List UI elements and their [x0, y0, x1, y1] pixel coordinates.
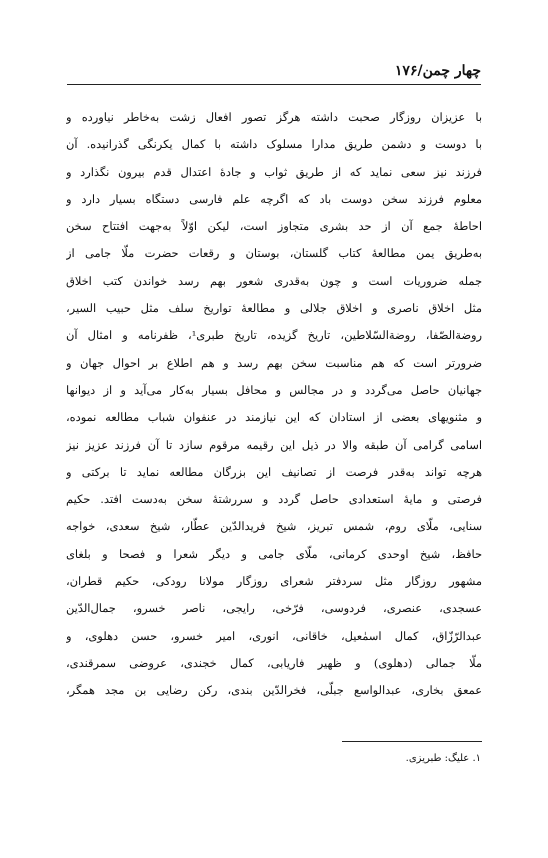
- text-line: حافظ، شیخ اوحدی کرمانی، ملّای جامی و دیگر شعرا و فصحا و بلغای: [66, 546, 482, 561]
- text-line: عمعق بخاری، عبدالواسع جبلّی، فخرالدّین بندی، رکن رضایی بن مجد همگر،: [66, 683, 482, 698]
- text-line: فرزند نیز سعی نماید که از طریق ثواب و جادهٔ اعتدال قدم بیرون نگذارد و: [66, 164, 482, 179]
- footnote: ۱. علیگ: طبریزی.: [405, 753, 481, 764]
- text-line: ضرورتر است که هم مناسبت سخن بهم رسد و هم اطلاع بر احوال جهان و: [66, 355, 482, 370]
- text-line: جمله ضروریات است و چون به‌قدری شعور بهم رسد خواندن کتب اخلاق: [66, 273, 482, 288]
- footnote-rule: [342, 741, 482, 742]
- body-text: [66, 104, 482, 705]
- text-line: ملّا جمالی (دهلوی) و ظهیر فاریابی، کمال خجندی، عروضی سمرقندی،: [66, 655, 482, 670]
- text-line: عبدالرّزّاق، کمال اسمٰعیل، خاقانی، انوری، امیر خسرو، حسن دهلوی، و: [66, 628, 482, 643]
- text-line: احاطهٔ جمع آن از حد بشری متجاوز است، لیکن اوّلاً به‌جهت افتتاح سخن: [66, 219, 482, 234]
- text-line: سنایی، ملّای روم، شمس تبریز، شیخ فریدالدّین عطّار، شیخ سعدی، خواجه: [66, 519, 482, 534]
- text-line: اسامی گرامی آن طبقه والا در ذیل این رقیمه مرقوم سازد تا آن فرزند عزیز نیز: [66, 437, 482, 452]
- text-line: با عزیزان روزگار صحبت داشته هرگز تصور افعال زشت به‌خاطر نیاورده و: [66, 110, 482, 124]
- text-line: مثل اخلاق ناصری و اخلاق جلالی و مطالعهٔ تواریخ سلف مثل حبیب السیر،: [66, 301, 482, 316]
- text-line: جهانیان حاصل می‌گردد و در مجالس و محافل بسیار به‌کار می‌آید و از دیوانها: [66, 382, 482, 397]
- text-line: معلوم فرزند سخن دوست باد که اگرچه علم فارسی دستگاه بسیار دارد و: [66, 191, 482, 206]
- text-line: هرچه تواند به‌قدر فرصت از تصانیف این بزرگان مطالعه نماید تا برکتی و: [66, 464, 482, 479]
- text-line: روضةالصّفا، روضةالسّلاطین، تاریخ گزیده، تاریخ طبری¹، ظفرنامه و امثال آن: [66, 328, 482, 343]
- running-header: چهار چمن/۱۷۶: [394, 63, 481, 79]
- text-line: به‌طریق یمن مطالعهٔ کتاب گلستان، بوستان و رقعات حضرت ملّا جامی از: [66, 246, 482, 261]
- text-line: عسجدی، عنصری، فردوسی، فرّخی، رایجی، ناصر خسرو، جمال‌الدّین: [66, 601, 482, 616]
- text-line: فرصتی و مایهٔ استعدادی حاصل گردد و سررشتهٔ سخن به‌دست افتد. حکیم: [66, 492, 482, 507]
- text-line: و مثنویهای بعضی از استادان که این نیازمند در عنفوان شباب مطالعه نموده،: [66, 410, 482, 425]
- text-line: با دوست و دشمن طریق مدارا مسلوک داشته با کمال یکرنگی گذرانیده. آن: [66, 137, 482, 152]
- header-rule: [67, 84, 481, 85]
- text-line: مشهور روزگار مثل سردفتر شعرای روزگار مولانا رودکی، حکیم قطران،: [66, 574, 482, 589]
